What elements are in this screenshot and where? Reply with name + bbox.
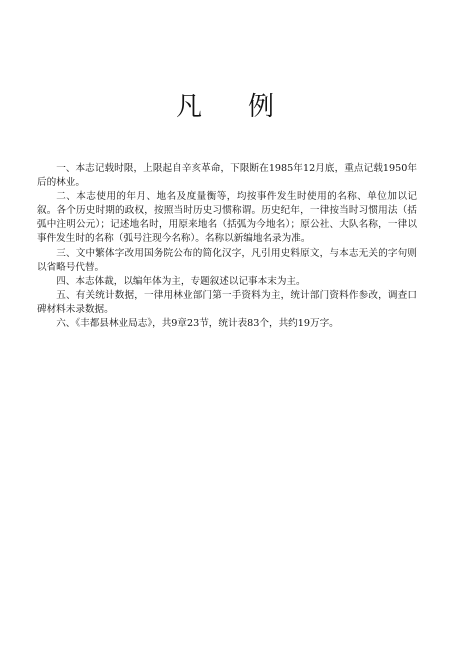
paragraph-1: 一、本志记载时限，上限起自辛亥革命，下限断在1985年12月底，重点记载1950年后的林业。 [37,163,417,189]
page-title: 凡例 [175,92,320,122]
paragraph-6: 六、《丰都县林业局志》，共9章23节，统计表83个，共约19万字。 [56,318,339,330]
paragraph-5: 五、有关统计数据，一律用林业部门第一手资料为主，统计部门资料作参改，调查口碑材料未录数据。 [37,289,417,315]
paragraph-4: 四、本志体裁，以编年体为主，专题叙述以记事本末为主。 [56,275,306,287]
paragraph-3: 三、文中繁体字改用国务院公布的简化汉字，凡引用史料原文，与本志无关的字句则以省略号代替。 [37,247,417,273]
paragraph-2: 二、本志使用的年月、地名及度量衡等，均按事件发生时使用的名称、单位加以记叙。各个历史时期的政权，按照当时历史习惯称谓。历史纪年，一律按当时习惯用法（括弧中注明公元）；记述地名时，用原来地名（括弧为今地名）；原公社、大队名称，一律以事件发生时的名称（弧号注现今名称）。名称以新编地名录为准。 [37,191,417,245]
document-body [37,162,417,331]
